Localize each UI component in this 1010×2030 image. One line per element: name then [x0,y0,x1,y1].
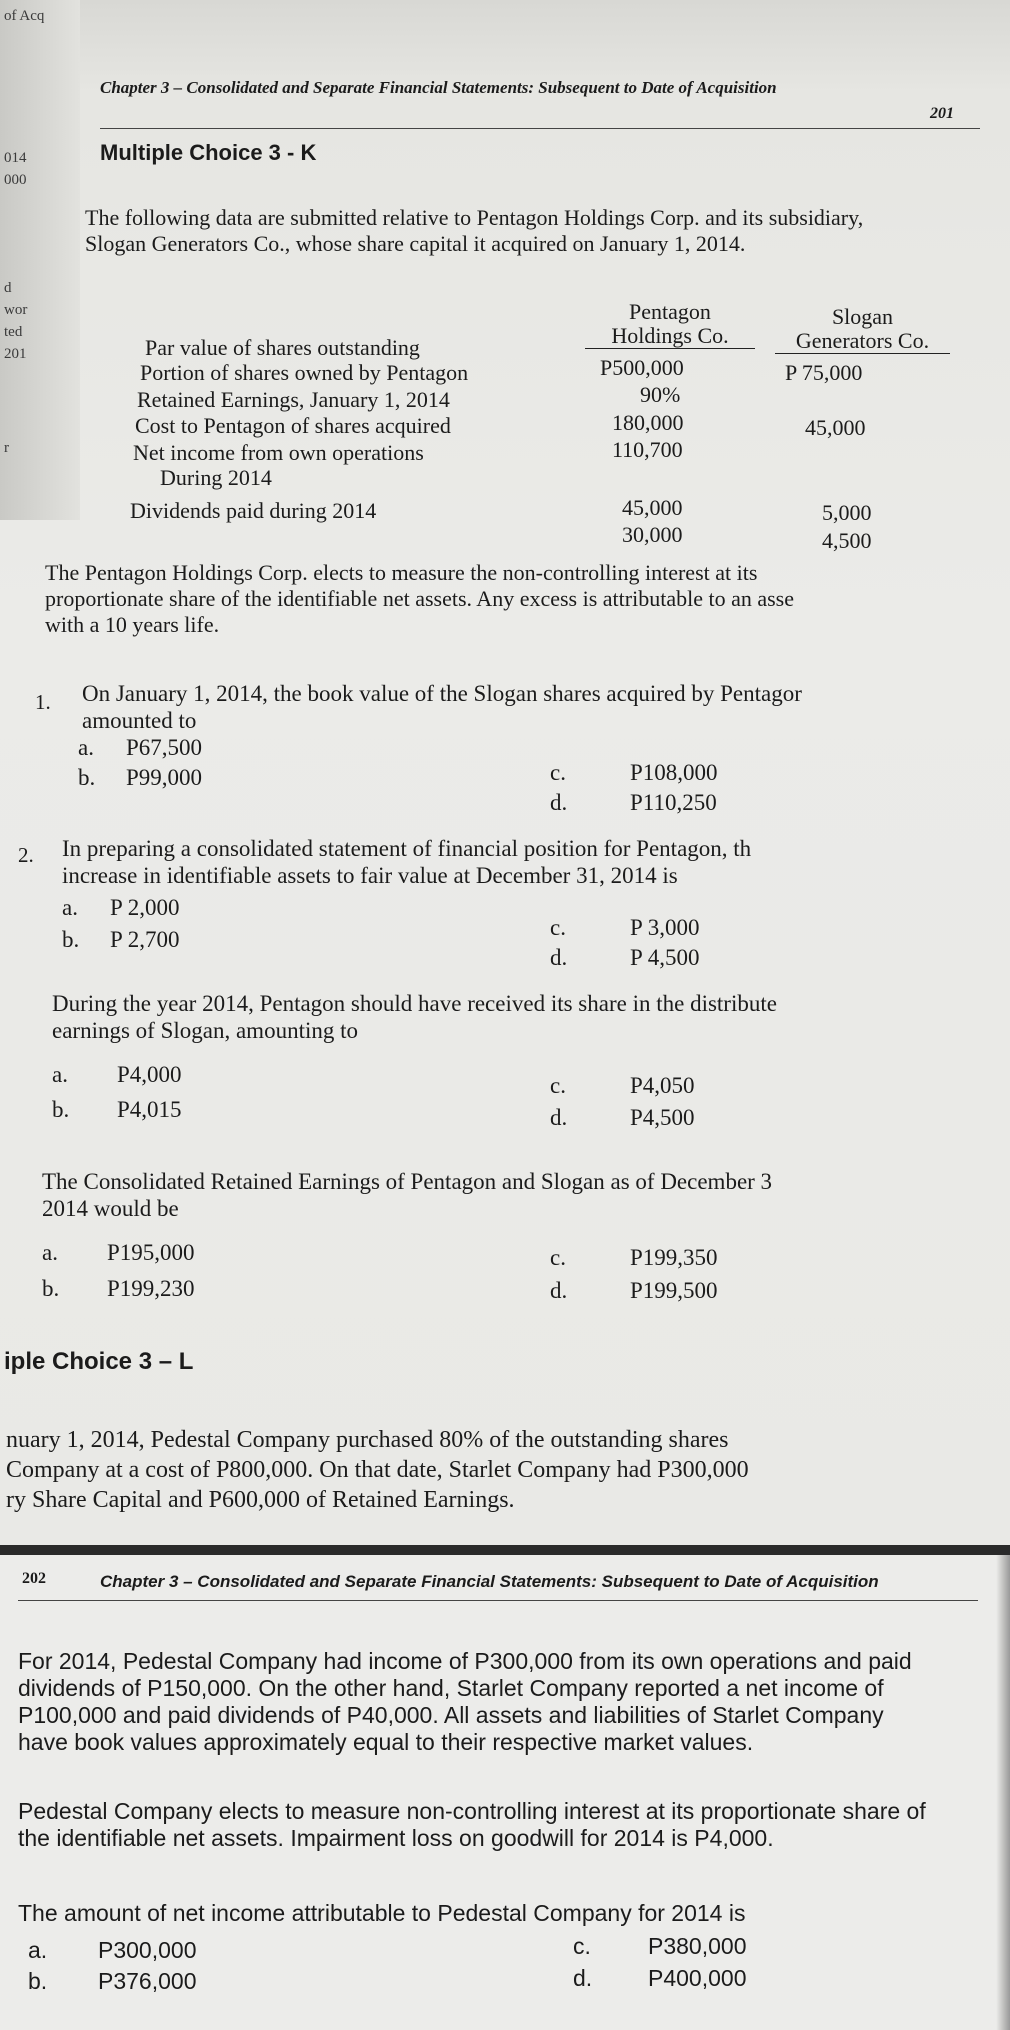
option-value: P 2,000 [110,895,180,920]
table-cell: 110,700 [612,437,683,462]
option-value: P199,350 [630,1245,718,1270]
option-b[interactable] [52,1097,182,1123]
column-header-pentagon [585,300,755,349]
option-c[interactable] [550,1073,695,1099]
section-title-l: iple Choice 3 – L [4,1348,194,1375]
intro-line: Slogan Generators Co., whose share capital it acquired on January 1, 2014. [85,231,746,256]
option-letter: d. [550,1278,568,1303]
paragraph-line: Company at a cost of P800,000. On that date, Starlet Company had P300,000 [6,1457,749,1483]
option-letter: a. [52,1062,68,1087]
option-letter: b. [28,1968,48,1994]
paragraph-line: the identifiable net assets. Impairment loss on goodwill for 2014 is P4,000. [18,1825,774,1851]
option-a[interactable] [78,735,202,761]
paragraph-line: For 2014, Pedestal Company had income of P300,000 from its own operations and paid [18,1648,912,1674]
policy-line: The Pentagon Holdings Corp. elects to measure the non-controlling interest at its [45,560,758,585]
page-number: 202 [22,1570,46,1587]
running-head: Chapter 3 – Consolidated and Separate Financial Statements: Subsequent to Date of Acquisition [100,1572,879,1591]
paragraph-line: dividends of P150,000. On the other hand, Starlet Company reported a net income of [18,1675,884,1701]
option-value: P67,500 [126,735,203,760]
option-value: P199,500 [630,1278,718,1303]
option-letter: b. [78,765,96,790]
page-number: 201 [930,105,954,122]
question-line: increase in identifiable assets to fair value at December 31, 2014 is [62,863,678,888]
book-page-202 [0,1555,1010,2030]
intro-paragraph [85,205,863,257]
question-4-text [42,1168,772,1222]
option-letter: c. [550,760,566,785]
table-cell: P500,000 [600,355,684,380]
option-d[interactable] [550,1105,695,1131]
section-title-k: Multiple Choice 3 - K [100,140,317,165]
question-line: In preparing a consolidated statement of financial position for Pentagon, th [62,836,752,861]
left-margin-shadow [0,0,80,520]
question-line: amounted to [82,708,197,733]
option-letter: c. [550,1245,566,1270]
question-number: 1. [35,690,51,714]
margin-fragment: r [4,440,9,456]
table-row-label: Par value of shares outstanding [145,335,420,360]
margin-fragment: 014 [4,150,27,166]
option-letter: b. [42,1276,60,1301]
option-letter: d. [573,1965,593,1991]
option-letter: c. [550,1073,566,1098]
option-value: P376,000 [98,1968,197,1994]
option-value: P4,050 [630,1073,695,1098]
question-line: 2014 would be [42,1196,179,1221]
option-c[interactable] [550,1245,718,1271]
table-cell: 5,000 [822,500,872,525]
option-c[interactable] [573,1933,746,1960]
margin-fragment: ted [4,324,23,340]
option-letter: c. [550,915,566,940]
option-b[interactable] [62,927,179,953]
table-cell: 4,500 [822,528,872,553]
option-b[interactable] [78,765,202,791]
policy-paragraph [18,1798,926,1852]
table-row-label: Net income from own operations [133,440,424,465]
option-letter: b. [62,927,80,952]
option-letter: c. [573,1933,591,1959]
column-header-line: Slogan [831,304,894,329]
option-a[interactable] [42,1240,195,1266]
paragraph-line: ry Share Capital and P600,000 of Retained Earnings. [6,1487,515,1513]
table-cell: 45,000 [805,415,866,440]
question-number: 2. [18,843,34,867]
page-edge-shadow [996,1555,1010,2030]
column-header-line: Pentagon [629,299,711,324]
column-header-line: Generators Co. [775,329,950,354]
option-a[interactable] [28,1937,196,1964]
table-row-label: Retained Earnings, January 1, 2014 [137,387,450,412]
table-cell: 90% [640,382,681,407]
question-line: The amount of net income attributable to Pedestal Company for 2014 is [18,1900,746,1926]
option-letter: b. [52,1097,70,1122]
paragraph-line: nuary 1, 2014, Pedestal Company purchased 80% of the outstanding shares [6,1427,729,1453]
option-value: P199,230 [107,1276,195,1301]
table-row-label: Portion of shares owned by Pentagon [140,360,469,385]
option-value: P380,000 [648,1933,747,1959]
option-b[interactable] [28,1968,196,1995]
page-seam [0,1545,1010,1555]
question-line: The Consolidated Retained Earnings of Pentagon and Slogan as of December 3 [42,1169,773,1194]
table-cell: 45,000 [622,495,683,520]
margin-fragment: 000 [4,172,27,188]
option-letter: a. [28,1937,48,1963]
table-cell: 30,000 [622,522,683,547]
option-value: P110,250 [630,790,717,815]
intro-paragraph [18,1648,912,1756]
paragraph-line: Pedestal Company elects to measure non-controlling interest at its proportionate share of [18,1798,926,1824]
option-value: P300,000 [98,1937,197,1963]
option-a[interactable] [62,895,179,921]
question-2-text [62,835,751,889]
option-letter: a. [78,735,94,760]
margin-fragment: 201 [4,346,27,362]
option-value: P195,000 [107,1240,195,1265]
paragraph-line: have book values approximately equal to their respective market values. [18,1729,754,1755]
option-value: P108,000 [630,760,718,785]
option-letter: a. [62,895,78,920]
intro-line: The following data are submitted relative to Pentagon Holdings Corp. and its subsidiary, [85,205,864,230]
option-value: P400,000 [648,1965,747,1991]
option-value: P 2,700 [110,927,180,952]
header-rule [100,128,980,129]
policy-line: proportionate share of the identifiable net assets. Any excess is attributable to an asse [45,586,794,611]
paragraph-line: P100,000 and paid dividends of P40,000. All assets and liabilities of Starlet Company [18,1702,884,1728]
option-d[interactable] [550,790,717,816]
table-row-label: Cost to Pentagon of shares acquired [135,413,451,438]
option-value: P4,000 [117,1062,182,1087]
margin-fragment: of Acq [4,8,45,24]
margin-fragment: d [4,280,12,296]
table-row-label: Dividends paid during 2014 [130,498,377,523]
column-header-line: Holdings Co. [585,324,755,349]
question-text [18,1900,745,1927]
option-d[interactable] [573,1965,746,1992]
question-1-text [82,680,802,734]
policy-line: with a 10 years life. [45,612,220,637]
option-c[interactable] [550,760,718,786]
table-cell: 180,000 [612,410,684,435]
question-line: On January 1, 2014, the book value of the Slogan shares acquired by Pentagor [82,681,802,706]
option-c[interactable] [550,915,699,941]
option-value: P4,500 [630,1105,695,1130]
option-letter: d. [550,1105,568,1130]
option-value: P 4,500 [630,945,700,970]
option-value: P4,015 [117,1097,182,1122]
table-row-label: During 2014 [160,465,272,490]
option-value: P99,000 [126,765,203,790]
header-rule [18,1600,978,1601]
table-cell: P 75,000 [785,360,863,385]
policy-paragraph [45,560,794,638]
option-letter: d. [550,945,568,970]
option-letter: a. [42,1240,58,1265]
option-value: P 3,000 [630,915,700,940]
column-header-slogan [775,305,950,354]
option-b[interactable] [42,1276,195,1302]
option-letter: d. [550,790,568,815]
running-head: Chapter 3 – Consolidated and Separate Financial Statements: Subsequent to Date of Acquisition [100,78,777,97]
question-line: earnings of Slogan, amounting to [52,1018,358,1043]
question-3-text [52,990,777,1044]
section-l-paragraph [6,1425,749,1515]
option-a[interactable] [52,1062,182,1088]
option-d[interactable] [550,1278,718,1304]
margin-fragment: wor [4,302,28,318]
option-d[interactable] [550,945,699,971]
question-line: During the year 2014, Pentagon should have received its share in the distribute [52,991,777,1016]
